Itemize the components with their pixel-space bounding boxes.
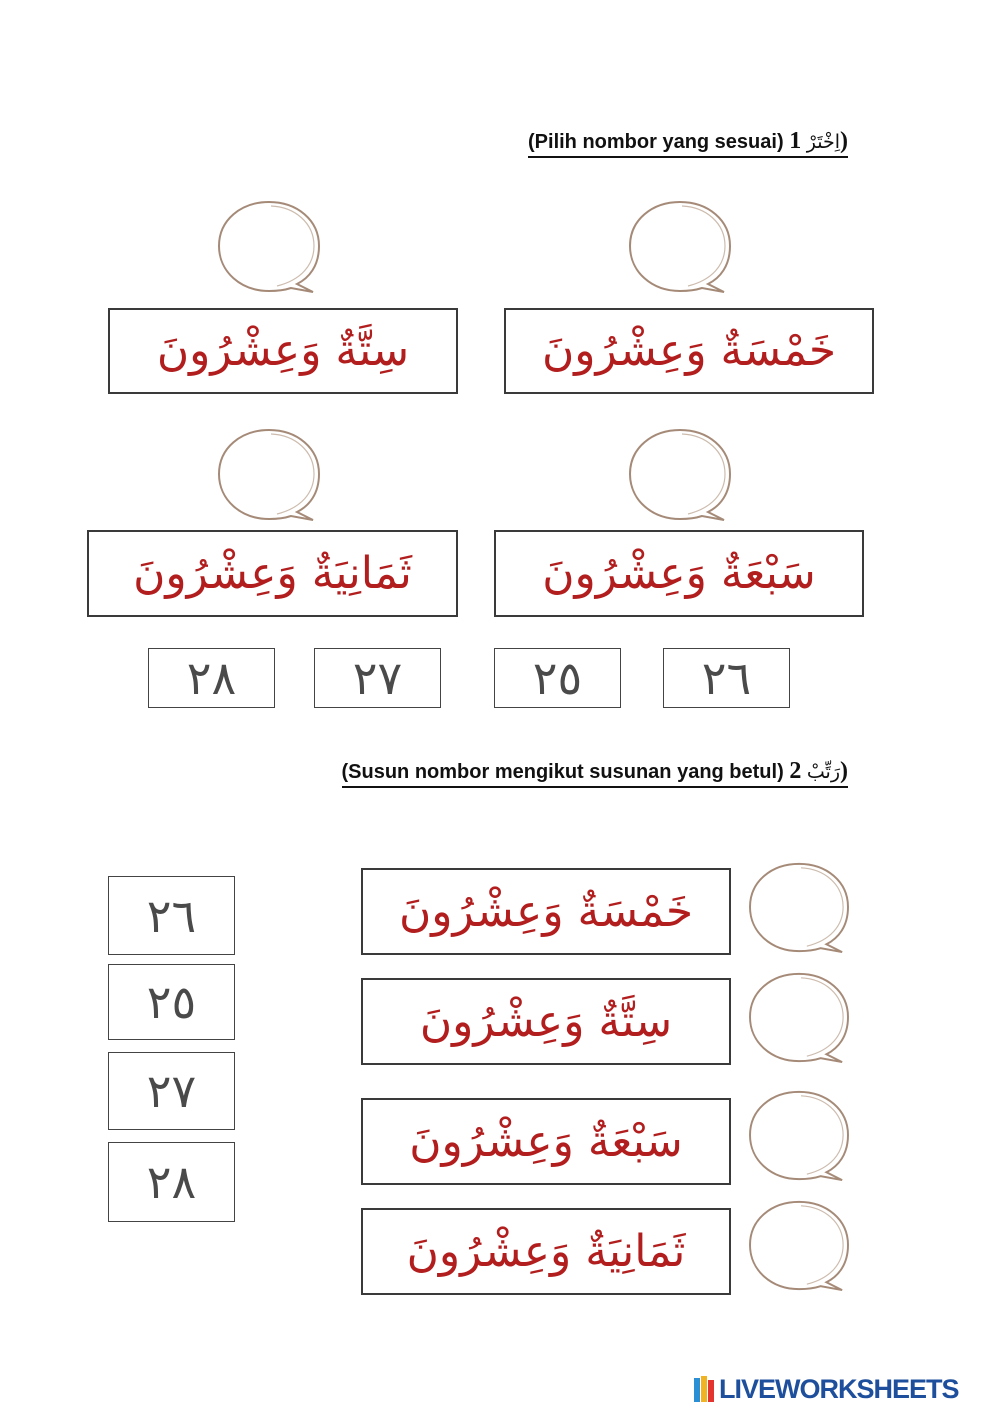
number-tile[interactable]: ٢٦ [108,876,235,955]
word-card: ثَمَانِيَةٌ وَعِشْرُونَ [87,530,458,617]
section1-arabic-title: اِخْتَرْ [806,131,840,153]
word-card: ثَمَانِيَةٌ وَعِشْرُونَ [361,1208,731,1295]
number-tile[interactable]: ٢٨ [108,1142,235,1222]
word-card: سِتَّةٌ وَعِشْرُونَ [108,308,458,394]
section1-heading [528,128,848,158]
section1-instruction: (Pilih nombor yang sesuai) [528,131,784,153]
section2-number: 2) [789,758,848,784]
number-tile[interactable]: ٢٥ [494,648,621,708]
answer-bubble[interactable] [624,196,736,296]
word-card: سَبْعَةٌ وَعِشْرُونَ [494,530,864,617]
answer-bubble[interactable] [744,858,854,956]
section2-arabic-title: رَتِّبْ [806,761,840,783]
word-card: خَمْسَةٌ وَعِشْرُونَ [504,308,874,394]
answer-bubble[interactable] [624,424,736,524]
answer-bubble[interactable] [213,424,325,524]
word-card: خَمْسَةٌ وَعِشْرُونَ [361,868,731,955]
number-tile[interactable]: ٢٦ [663,648,790,708]
liveworksheets-mark-icon [693,1374,717,1404]
section2-heading [342,758,849,788]
word-card: سَبْعَةٌ وَعِشْرُونَ [361,1098,731,1185]
number-tile[interactable]: ٢٥ [108,964,235,1040]
answer-bubble[interactable] [744,1196,854,1294]
brand-name: LIVEWORKSHEETS [719,1373,959,1404]
answer-bubble[interactable] [744,968,854,1066]
word-card: سِتَّةٌ وَعِشْرُونَ [361,978,731,1065]
number-tile[interactable]: ٢٨ [148,648,275,708]
section1-number: 1) [789,128,848,154]
number-tile[interactable]: ٢٧ [314,648,441,708]
section2-instruction: (Susun nombor mengikut susunan yang betul) [341,761,784,783]
liveworksheets-logo [693,1372,959,1406]
answer-bubble[interactable] [744,1086,854,1184]
number-tile[interactable]: ٢٧ [108,1052,235,1130]
answer-bubble[interactable] [213,196,325,296]
